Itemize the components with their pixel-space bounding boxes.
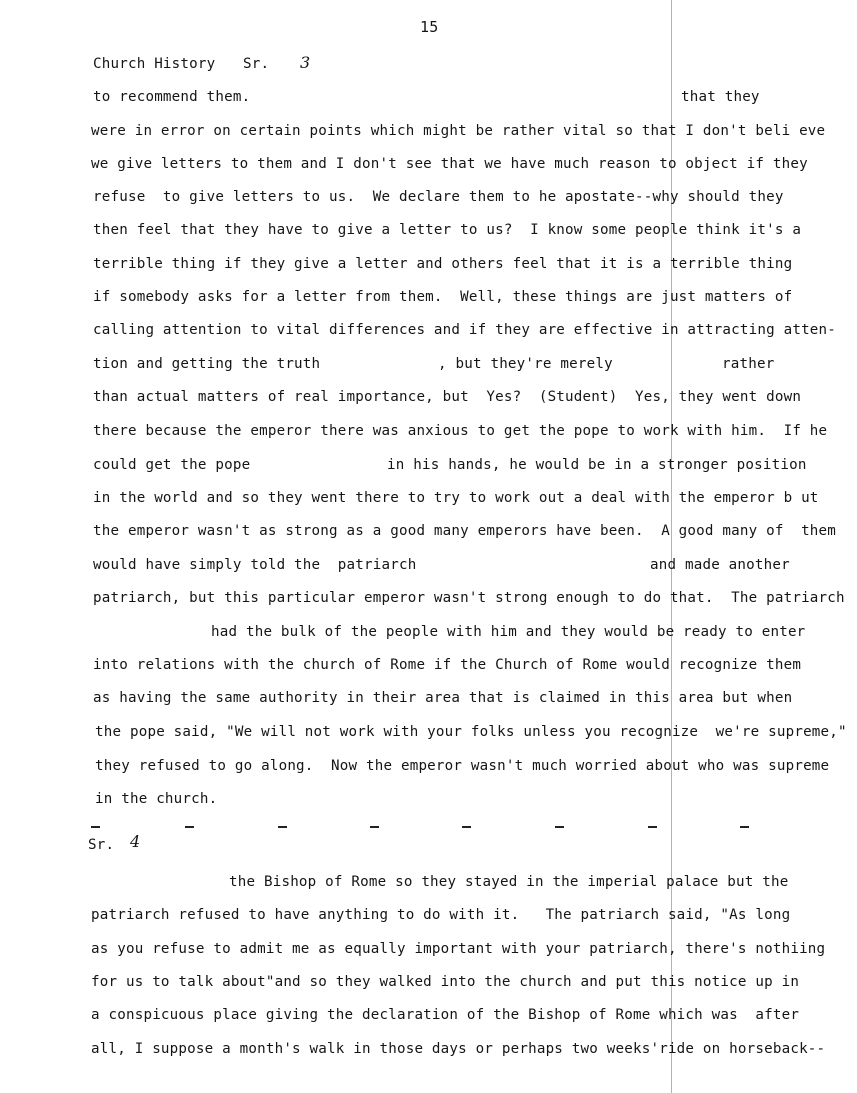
text-line: tion and getting the truth <box>93 356 321 372</box>
separator-dash <box>91 826 100 828</box>
text-line: had the bulk of the people with him and they would be ready to enter <box>211 624 806 640</box>
separator-dash <box>185 826 194 828</box>
section-label: Sr. <box>243 56 270 72</box>
text-line: as having the same authority in their area that is claimed in this area but when <box>93 690 793 706</box>
text-line: in the world and so they went there to try to work out a deal with the emperor b ut <box>93 490 819 506</box>
text-line: then feel that they have to give a letter to us? I know some people think it's a <box>93 222 802 238</box>
text-line: as you refuse to admit me as equally important with your patriarch, there's nothiing <box>91 941 826 957</box>
separator-dash <box>555 826 564 828</box>
separator-dash <box>370 826 379 828</box>
text-line: there because the emperor there was anxious to get the pope to work with him. If he <box>93 423 828 439</box>
text-line: patriarch refused to have anything to do with it. The patriarch said, "As long <box>91 907 791 923</box>
text-line: were in error on certain points which might be rather vital so that I don't beli eve <box>91 123 826 139</box>
text-line: would have simply told the patriarch <box>93 557 417 573</box>
text-line: in his hands, he would be in a stronger position <box>387 457 807 473</box>
text-line: they refused to go along. Now the emperor wasn't much worried about who was supreme <box>95 758 830 774</box>
text-line: and made another <box>650 557 790 573</box>
section-number: 3 <box>300 53 311 72</box>
text-line: patriarch, but this particular emperor wasn't strong enough to do that. The patriarch <box>93 590 845 606</box>
text-line: , but they're merely <box>438 356 613 372</box>
text-line: if somebody asks for a letter from them. Well, these things are just matters of <box>93 289 793 305</box>
text-line: calling attention to vital differences and if they are effective in attracting atten- <box>93 322 837 338</box>
section2-number: 4 <box>130 832 141 851</box>
text-line: than actual matters of real importance, but Yes? (Student) Yes, they went down <box>93 389 802 405</box>
text-line: we give letters to them and I don't see that we have much reason to object if they <box>91 156 808 172</box>
text-line: terrible thing if they give a letter and others feel that it is a terrible thing <box>93 256 793 272</box>
text-line: refuse to give letters to us. We declare them to he apostate--why should they <box>93 189 784 205</box>
text-line: the emperor wasn't as strong as a good many emperors have been. A good many of them <box>93 523 837 539</box>
text-line: could get the pope <box>93 457 251 473</box>
text-line: the Bishop of Rome so they stayed in the imperial palace but the <box>229 874 789 890</box>
text-line: a conspicuous place giving the declaration of the Bishop of Rome which was after <box>91 1007 800 1023</box>
text-line: to recommend them. <box>93 89 251 105</box>
text-line: all, I suppose a month's walk in those days or perhaps two weeks'ride on horseback-- <box>91 1041 826 1057</box>
page-number: 15 <box>420 18 439 36</box>
section2-label: Sr. <box>88 837 115 853</box>
text-line: in the church. <box>95 791 218 807</box>
separator-dash <box>740 826 749 828</box>
header-title: Church History <box>93 56 216 72</box>
separator-dash <box>648 826 657 828</box>
separator-dash <box>462 826 471 828</box>
text-line: rather <box>722 356 775 372</box>
text-line: that they <box>681 89 760 105</box>
text-line: for us to talk about"and so they walked into the church and put this notice up in <box>91 974 800 990</box>
separator-dash <box>278 826 287 828</box>
text-line: into relations with the church of Rome if the Church of Rome would recognize them <box>93 657 802 673</box>
text-line: the pope said, "We will not work with your folks unless you recognize we're supreme," <box>95 724 847 740</box>
